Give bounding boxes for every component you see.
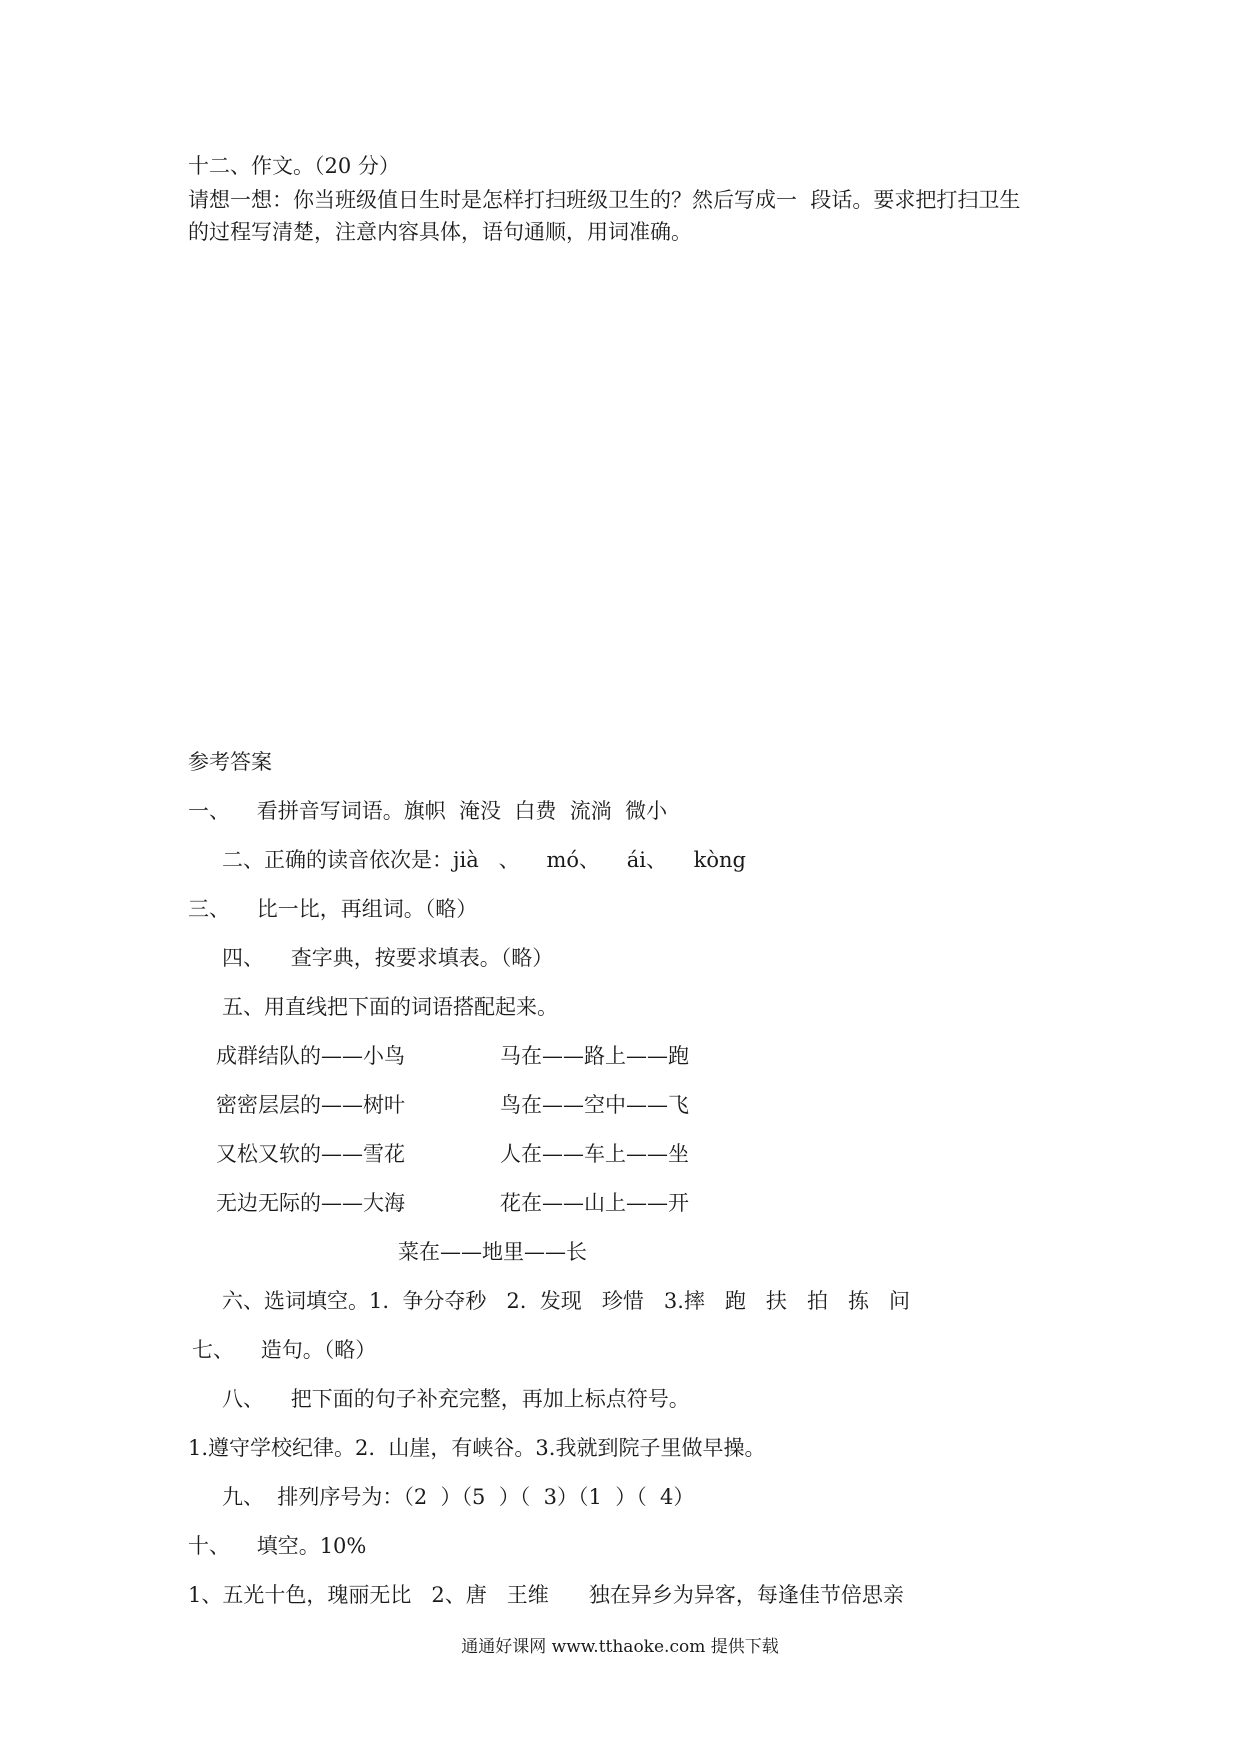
essay-prompt-line-2: 的过程写清楚，注意内容具体，语句通顺，用词准确。 <box>188 220 692 244</box>
match-left-3: 又松又软的——雪花 <box>216 1142 405 1166</box>
answer-q1: 一、 看拼音写词语。旗帜 淹没 白费 流淌 微小 <box>188 799 668 823</box>
answer-q10-detail: 1、五光十色，瑰丽无比 2、唐 王维 独在异乡为异客，每逢佳节倍思亲 <box>188 1583 904 1607</box>
match-right-1: 马在——路上——跑 <box>500 1044 689 1068</box>
answer-q2: 二、正确的读音依次是：jià 、 mó、 ái、 kòng <box>222 848 747 872</box>
answer-q7: 七、 造句。（略） <box>192 1338 377 1362</box>
match-right-2: 鸟在——空中——飞 <box>500 1093 689 1117</box>
answer-q3: 三、 比一比，再组词。（略） <box>188 897 478 921</box>
answer-q6: 六、选词填空。1. 争分夺秒 2. 发现 珍惜 3.摔 跑 扶 拍 拣 问 <box>222 1289 911 1313</box>
match-left-2: 密密层层的——树叶 <box>216 1093 405 1117</box>
match-center: 菜在——地里——长 <box>398 1240 587 1264</box>
answer-q9: 九、 排列序号为：（2 ）（5 ）（ 3）（1 ）（ 4） <box>222 1485 695 1509</box>
match-right-4: 花在——山上——开 <box>500 1191 689 1215</box>
answer-q10: 十、 填空。10% <box>188 1534 367 1558</box>
match-left-4: 无边无际的——大海 <box>216 1191 405 1215</box>
match-right-3: 人在——车上——坐 <box>500 1142 689 1166</box>
essay-prompt-line-1: 请想一想：你当班级值日生时是怎样打扫班级卫生的？然后写成一 段话。要求把打扫卫生 <box>188 188 1021 212</box>
answers-title: 参考答案 <box>188 750 272 774</box>
answer-q4: 四、 查字典，按要求填表。（略） <box>222 946 554 970</box>
footer-download-note: 通通好课网 www.tthaoke.com 提供下载 <box>461 1637 779 1657</box>
match-left-1: 成群结队的——小鸟 <box>216 1044 405 1068</box>
answer-q5: 五、用直线把下面的词语搭配起来。 <box>222 995 558 1019</box>
answer-q8-detail: 1.遵守学校纪律。2. 山崖，有峡谷。3.我就到院子里做早操。 <box>188 1436 766 1460</box>
essay-heading: 十二、作文。（20 分） <box>188 154 400 178</box>
answer-q8: 八、 把下面的句子补充完整，再加上标点符号。 <box>222 1387 690 1411</box>
